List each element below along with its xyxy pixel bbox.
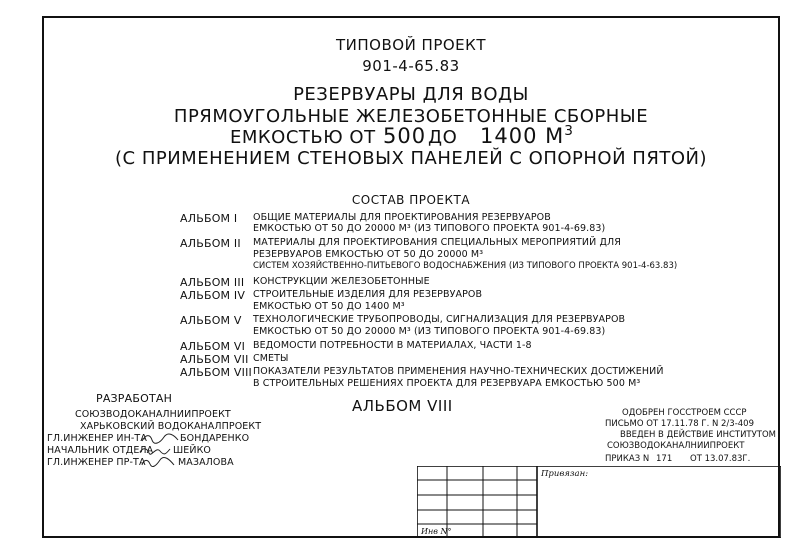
staff-role: ГЛ.ИНЖЕНЕР ИН-ТА [47, 433, 147, 444]
album-line: ПОКАЗАТЕЛИ РЕЗУЛЬТАТОВ ПРИМЕНЕНИЯ НАУЧНО-ТЕХНИЧЕСКИХ ДОСТИЖЕНИЙ [253, 366, 664, 377]
stamp-bound-label: Привязан: [541, 469, 589, 479]
album-label: АЛЬБОМ V [180, 314, 242, 327]
signature-mark [140, 432, 180, 444]
staff-role: НАЧАЛЬНИК ОТДЕЛА [47, 445, 154, 456]
album-line: В СТРОИТЕЛЬНЫХ РЕШЕНИЯХ ПРОЕКТА ДЛЯ РЕЗЕРВУАРА ЕМКОСТЬЮ 500 М³ [253, 378, 641, 389]
staff-name: МАЗАЛОВА [178, 457, 234, 468]
order-number: 171 [656, 454, 673, 464]
album-line: СТРОИТЕЛЬНЫЕ ИЗДЕЛИЯ ДЛЯ РЕЗЕРВУАРОВ [253, 289, 483, 300]
album-label: АЛЬБОМ III [180, 276, 245, 289]
title-line-2: ПРЯМОУГОЛЬНЫЕ ЖЕЛЕЗОБЕТОННЫЕ СБОРНЫЕ [173, 106, 649, 127]
title-capacity-from: 500 [383, 124, 427, 148]
staff-name: БОНДАРЕНКО [180, 433, 250, 444]
project-number: 901-4-65.83 [362, 57, 460, 75]
title-line-4: (С ПРИМЕНЕНИЕМ СТЕНОВЫХ ПАНЕЛЕЙ С ОПОРНОЙ ПЯТОЙ) [115, 148, 707, 169]
album-line: ЕМКОСТЬЮ ОТ 50 ДО 20000 М³ (ИЗ ТИПОВОГО ПРОЕКТА 901-4-69.83) [253, 223, 606, 234]
project-type-label: ТИПОВОЙ ПРОЕКТ [336, 36, 486, 54]
album-line: МАТЕРИАЛЫ ДЛЯ ПРОЕКТИРОВАНИЯ СПЕЦИАЛЬНЫХ МЕРОПРИЯТИЙ ДЛЯ [253, 237, 621, 248]
approval-line-3: ВВЕДЕН В ДЕЙСТВИЕ ИНСТИТУТОМ [620, 430, 776, 440]
album-label: АЛЬБОМ I [180, 212, 238, 225]
album-label: АЛЬБОМ II [180, 237, 241, 250]
developer-org-2: ХАРЬКОВСКИЙ ВОДОКАНАЛПРОЕКТ [80, 421, 262, 432]
order-label: ПРИКАЗ N [605, 454, 650, 464]
approval-line-4: СОЮЗВОДОКАНАЛНИИПРОЕКТ [607, 441, 745, 451]
staff-role: ГЛ.ИНЖЕНЕР ПР-ТА [47, 457, 146, 468]
album-line: ВЕДОМОСТИ ПОТРЕБНОСТИ В МАТЕРИАЛАХ, ЧАСТИ 1-8 [253, 340, 532, 351]
album-line: ЕМКОСТЬЮ ОТ 50 ДО 1400 М³ [253, 301, 405, 312]
album-line: КОНСТРУКЦИИ ЖЕЛЕЗОБЕТОННЫЕ [253, 276, 430, 287]
album-label: АЛЬБОМ VI [180, 340, 246, 353]
staff-name: ШЕЙКО [173, 445, 211, 456]
stamp-inventory-label: Инв N° [421, 527, 452, 536]
order-date: ОТ 13.07.83Г. [690, 454, 751, 464]
approval-line-2: ПИСЬМО ОТ 17.11.78 Г. N 2/3-409 [605, 419, 754, 429]
album-label: АЛЬБОМ IV [180, 289, 246, 302]
title-capacity-prefix: ЕМКОСТЬЮ ОТ [230, 127, 376, 148]
album-line: ОБЩИЕ МАТЕРИАЛЫ ДЛЯ ПРОЕКТИРОВАНИЯ РЕЗЕРВУАРОВ [253, 212, 551, 223]
developer-org-1: СОЮЗВОДОКАНАЛНИИПРОЕКТ [75, 409, 231, 420]
stamp-table [417, 466, 781, 538]
current-album: АЛЬБОМ VIII [352, 397, 453, 415]
title-capacity-to: 1400 $М^3$ [480, 123, 574, 148]
approval-line-1: ОДОБРЕН ГОССТРОЕМ СССР [622, 408, 747, 418]
signature-mark [140, 456, 176, 468]
album-line: РЕЗЕРВУАРОВ ЕМКОСТЬЮ ОТ 50 ДО 20000 М³ [253, 249, 484, 260]
album-line: ТЕХНОЛОГИЧЕСКИЕ ТРУБОПРОВОДЫ, СИГНАЛИЗАЦИЯ ДЛЯ РЕЗЕРВУАРОВ [253, 314, 626, 325]
signature-mark [138, 444, 172, 456]
album-label: АЛЬБОМ VII [180, 353, 249, 366]
album-line: ЕМКОСТЬЮ ОТ 50 ДО 20000 М³ (ИЗ ТИПОВОГО ПРОЕКТА 901-4-69.83) [253, 326, 606, 337]
composition-heading: СОСТАВ ПРОЕКТА [351, 193, 471, 207]
developer-heading: РАЗРАБОТАН [96, 392, 173, 405]
title-line-1: РЕЗЕРВУАРЫ ДЛЯ ВОДЫ [293, 84, 529, 105]
album-label: АЛЬБОМ VIII [180, 366, 252, 379]
album-line: СИСТЕМ ХОЗЯЙСТВЕННО-ПИТЬЕВОГО ВОДОСНАБЖЕНИЯ (ИЗ ТИПОВОГО ПРОЕКТА 901-4-63.83) [253, 261, 678, 271]
album-line: СМЕТЫ [253, 353, 289, 364]
title-capacity-to-word: ДО [428, 127, 458, 148]
